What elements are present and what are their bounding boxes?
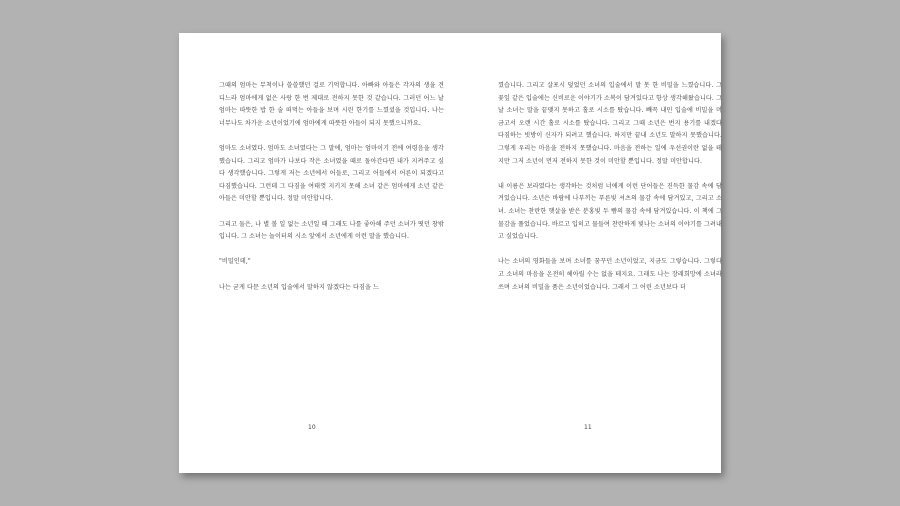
paragraph: 그리고 둘은, 나 별 볼 일 없는 소년일 때 그래도 나를 좋아해 주던 소녀가 떳던 창밖입니다. 그 소녀는 놀이터의 시소 앞에서 소년에게 이런 말을 했습니다. <box>219 220 444 241</box>
paragraph: 나는 굳게 다문 소년의 입술에서 말하지 않겠다는 다짐을 느 <box>219 283 379 291</box>
paragraph: 그때의 엄마는 무척이나 쓸쓸했던 걸로 기억합니다. 아빠와 아들은 각자의 생을 견디느라 엄마에게 없은 사랑 한 번 제대로 전하지 못한 것 같습니다. 그러던 어느 날 엄마는 따뜻한 밥 한 술 떠먹는 아들을 보며 시린 한기를 느꼈셨을 것입니다. 나는 너무나도 차가운 소년이었기에 엄마에게 따뜻한 아들이 되지 못했으니까요. <box>219 82 444 127</box>
book-spread <box>179 33 721 473</box>
page-number: 10 <box>308 424 316 431</box>
left-page <box>179 33 450 473</box>
left-page-text <box>219 80 444 294</box>
right-page-text <box>498 80 722 294</box>
paragraph: 나는 소녀의 영화들을 보며 소녀를 꿈꾸던 소년이었고, 지금도 그렇습니다. 그렇다고 소녀의 마음을 온전히 헤아릴 수는 없을 테지요. 그래도 나는 장래희망에 소녀라 쓰며 소녀의 비밀을 품은 소년이었습니다. 그래서 그 어린 소년보다 더 <box>498 258 722 291</box>
right-page <box>450 33 721 473</box>
paragraph: 엄마도 소녀였다. 엄마도 소녀였다는 그 말에, 엄마는 엄마이기 전에 여령음을 생각했습니다. 그리고 엄마가 나보다 작은 소녀였을 때로 돌아간다면 내가 지켜주고 싶다 생각했습니다. 그렇게 저는 소년에서 어들로, 그리고 어들에서 어른이 되겠다고 다짐했습니다. 그런데 그 다짐을 여태껏 지키지 못해 소녀 같은 엄마에게 소년 같은 아들은 미안할 뿐입니다. 정말 미안합니다. <box>219 144 444 203</box>
paragraph: "비밀인데," <box>219 258 251 266</box>
paragraph: 내 이름은 보라였다는 생각하는 것처럼 너에게 이런 단어들은 진득한 물감 속에 담겨있습니다. 소년은 바람에 나부끼는 푸른빛 셔츠의 물감 속에 담겨있고, 그리고 소녀. 소녀는 찬란한 햇살을 받은 분홍빛 두 뺨의 물감 속에 담겨있습니다. 이 책에 그 물감을 풀었습니다. 바르고 입히고 물들여 찬란하게 빛나는 소녀의 이야기를 그려내고 싶었습니다. <box>498 182 722 241</box>
paragraph: 꼈습니다. 그리고 살포시 덮었던 소녀의 입술에서 말 못 한 비밀을 느꼈습니다. 그 꽃잎 같은 입술에는 신비로운 이야기가 소복이 담겨있다고 항상 생각해왔습니다. 그날 소녀는 말을 끝맺지 못하고 홀로 시소를 탔습니다. 빼꼭 내민 입술에 비밀을 머금고서 오랜 시간 홀로 시소를 탔습니다. 그리고 그때 소년은 번지 용기를 내겠다 다짐하는 빗방이 신자가 되려고 했습니다. 하지만 끝내 소년도 말하지 못했습니다. 그렇게 우리는 마음을 전하지 못했습니다. 마음을 전하는 일에 우선권이란 없을 테지만 그저 소년이 먼저 전하지 못한 것이 미안할 뿐입니다. 정말 미안합니다. <box>498 82 722 165</box>
page-number: 11 <box>584 424 592 431</box>
